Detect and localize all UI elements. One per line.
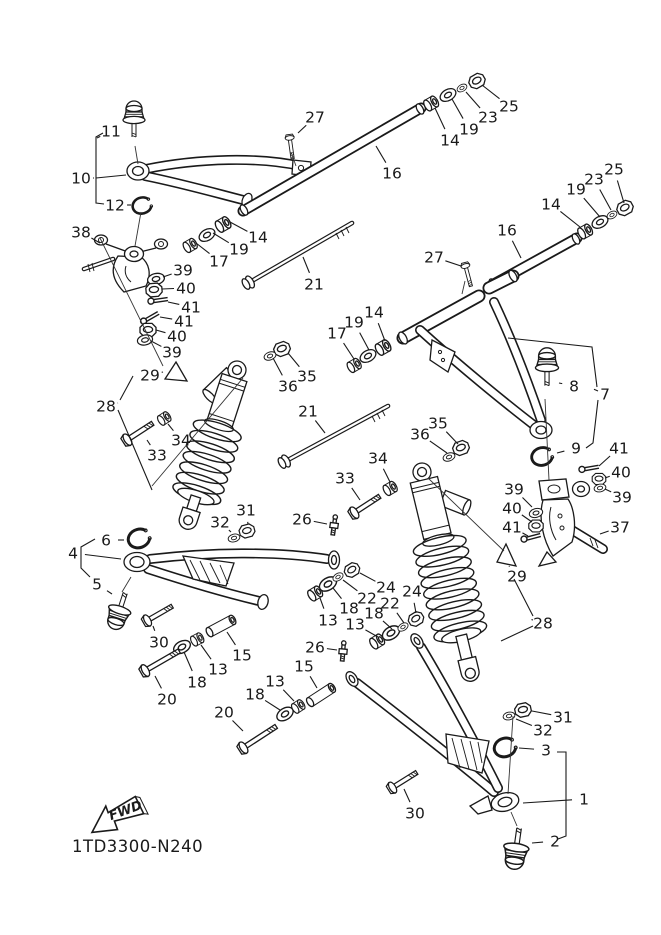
callout-leader-25 (482, 85, 500, 99)
part-callout-21: 21 (298, 402, 318, 421)
callout-leader-14 (378, 323, 385, 341)
callout-leader-19 (452, 99, 463, 119)
part-callout-40: 40 (167, 327, 187, 346)
part-callout-19: 19 (566, 180, 586, 199)
callout-leader-39 (163, 274, 172, 277)
part-callout-13: 13 (318, 611, 338, 630)
callout-leader-33 (147, 440, 150, 445)
callout-leader-18 (333, 588, 342, 599)
part-callouts (68, 98, 632, 851)
part-callout-39: 39 (612, 488, 632, 507)
fwd-arrow-label: FWD (107, 798, 145, 825)
part-callout-28: 28 (96, 397, 116, 416)
part-callout-23: 23 (584, 170, 604, 189)
part-callout-16: 16 (497, 221, 517, 240)
part-callout-9: 9 (571, 439, 581, 458)
part-callout-19: 19 (344, 313, 364, 332)
callout-leader-24 (360, 573, 375, 581)
callout-leader-26 (314, 521, 327, 524)
callout-leader-19 (360, 333, 369, 350)
caution-triangle-left (165, 362, 187, 381)
part-callout-1: 1 (579, 790, 589, 809)
assembly-axis-4 (545, 399, 549, 480)
callout-leader-34 (383, 469, 390, 482)
part-callout-33: 33 (335, 469, 355, 488)
part-callout-17: 17 (327, 324, 347, 343)
part-callout-38: 38 (71, 223, 91, 242)
callout-leader-15 (310, 676, 317, 688)
part-callout-30: 30 (405, 804, 425, 823)
part-callout-29: 29 (507, 567, 527, 586)
part-callout-4: 4 (68, 544, 78, 563)
part-callout-18: 18 (364, 604, 384, 623)
diagram-part-number: 1TD3300-N240 (72, 837, 204, 856)
callout-bracket-6 (120, 376, 133, 400)
callout-bracket-2 (81, 539, 95, 577)
part-callout-26: 26 (292, 510, 312, 529)
callout-leader-32 (516, 719, 532, 725)
part-callout-34: 34 (368, 449, 388, 468)
assembly-axis-lines (100, 146, 549, 826)
callout-leader-31 (532, 711, 551, 715)
callout-leader-22 (343, 580, 357, 591)
assembly-axis-9 (122, 577, 131, 592)
callout-leader-8 (559, 383, 562, 384)
callout-leader-23 (466, 92, 480, 108)
callout-leader-3 (519, 748, 534, 749)
part-callout-2: 2 (550, 832, 560, 851)
part-callout-19: 19 (229, 240, 249, 259)
callout-leader-14 (435, 108, 445, 129)
callout-leader-13 (320, 598, 324, 609)
assembly-axis-10 (511, 812, 517, 826)
part-callout-22: 22 (357, 589, 377, 608)
callout-leader-37 (600, 531, 609, 534)
part-callout-33: 33 (147, 446, 167, 465)
callout-leader-29 (509, 566, 510, 567)
callout-leader-21 (303, 257, 309, 273)
callout-bracket-9 (501, 626, 533, 641)
part-callout-41: 41 (502, 518, 522, 537)
part-callout-6: 6 (101, 531, 111, 550)
callout-leader-39 (522, 497, 532, 507)
callout-leader-18 (265, 700, 280, 710)
part-callout-32: 32 (210, 513, 230, 532)
callout-leader-36 (430, 441, 447, 453)
right-steering-knuckle (539, 479, 603, 566)
callout-leader-41 (168, 302, 179, 304)
callout-leader-16 (376, 146, 386, 163)
part-callout-30: 30 (149, 633, 169, 652)
part-callout-39: 39 (173, 261, 193, 280)
circlip-lower-left (126, 526, 153, 551)
part-callout-13: 13 (345, 615, 365, 634)
callout-leader-2 (532, 842, 543, 843)
bolt-upper-right (460, 261, 475, 287)
part-callout-12: 12 (105, 196, 125, 215)
callout-leader-19 (584, 198, 600, 217)
callout-leader-20 (155, 676, 161, 688)
part-callout-7: 7 (600, 385, 610, 404)
part-callout-22: 22 (380, 594, 400, 613)
circlip-lower-right (492, 735, 519, 759)
part-callout-18: 18 (245, 685, 265, 704)
pivot-bushings-left (182, 215, 233, 253)
part-callout-36: 36 (410, 425, 430, 444)
part-callout-15: 15 (232, 646, 252, 665)
callout-leader-1 (523, 800, 572, 803)
part-callout-5: 5 (92, 575, 102, 594)
callout-leader-19 (213, 233, 229, 243)
part-callout-13: 13 (208, 660, 228, 679)
lower-left-a-arm (124, 551, 340, 611)
tie-rod-left-hardware (422, 71, 487, 112)
part-callout-29: 29 (140, 366, 160, 385)
part-callout-14: 14 (364, 303, 384, 322)
circlip-upper-right (530, 445, 555, 468)
part-callout-24: 24 (402, 582, 422, 601)
part-callout-39: 39 (504, 480, 524, 499)
part-callout-40: 40 (611, 463, 631, 482)
callout-leader-21 (315, 420, 325, 433)
part-callout-37: 37 (610, 518, 630, 537)
part-callout-8: 8 (569, 377, 579, 396)
part-callout-14: 14 (541, 195, 561, 214)
upper-right-a-arm (397, 269, 552, 438)
callout-leader-41 (160, 317, 172, 319)
part-callout-27: 27 (305, 108, 325, 127)
part-callout-3: 3 (541, 741, 551, 760)
part-callout-31: 31 (236, 501, 256, 520)
part-callout-20: 20 (214, 703, 234, 722)
part-callout-25: 25 (499, 97, 519, 116)
part-callout-26: 26 (305, 638, 325, 657)
callout-leader-13 (365, 630, 378, 637)
part-callout-21: 21 (304, 275, 324, 294)
callout-leader-15 (227, 632, 235, 645)
part-callout-25: 25 (604, 160, 624, 179)
part-callout-35: 35 (297, 367, 317, 386)
callout-leader-5 (107, 591, 112, 594)
part-callout-11: 11 (101, 122, 121, 141)
part-callout-23: 23 (478, 108, 498, 127)
ball-joint-lower-right (501, 826, 532, 871)
callout-leader-14 (230, 222, 247, 231)
callout-leader-39 (605, 489, 611, 492)
part-callout-20: 20 (157, 690, 177, 709)
callout-leader-35 (446, 432, 458, 444)
part-callout-28: 28 (533, 614, 553, 633)
part-callout-41: 41 (609, 439, 629, 458)
callout-leader-14 (560, 211, 580, 227)
tie-rod-right-hardware (576, 198, 635, 240)
callout-bracket-5 (557, 752, 566, 839)
ball-joint-lower-left (103, 589, 137, 632)
part-callout-17: 17 (209, 252, 229, 271)
callout-leader-40 (156, 330, 165, 333)
part-callout-34: 34 (171, 431, 191, 450)
callout-leader-22 (397, 613, 404, 623)
part-callout-10: 10 (71, 169, 91, 188)
callout-leader-13 (201, 645, 211, 659)
callout-leader-40 (162, 288, 174, 289)
part-callout-31: 31 (553, 708, 573, 727)
assembly-axis-1 (135, 212, 141, 246)
callout-bracket-0 (96, 133, 104, 204)
part-callout-41: 41 (181, 298, 201, 317)
part-callout-41: 41 (174, 312, 194, 331)
callout-leader-26 (327, 649, 337, 650)
callout-bracket-4 (586, 400, 598, 448)
callout-leader-30 (153, 626, 155, 631)
callout-leader-33 (352, 488, 360, 500)
assembly-axis-0 (135, 146, 138, 164)
callout-leader-18 (184, 652, 192, 671)
bolt-upper-left (285, 134, 297, 160)
callout-leader-4 (85, 554, 121, 559)
part-callout-40: 40 (176, 279, 196, 298)
part-callout-27: 27 (424, 248, 444, 267)
ball-joint-upper-right (535, 348, 558, 386)
callout-leader-20 (232, 720, 243, 731)
part-callout-19: 19 (459, 120, 479, 139)
fwd-arrow (85, 793, 149, 838)
callout-bracket-1 (96, 175, 126, 178)
callout-leader-7 (594, 389, 598, 391)
callout-leader-23 (600, 190, 611, 210)
right-shock-absorber (394, 453, 514, 687)
lower-right-a-arm (344, 632, 521, 815)
callout-leader-16 (512, 241, 521, 258)
callout-leader-35 (288, 353, 299, 367)
part-callout-15: 15 (294, 657, 314, 676)
circlip-upper-left (131, 195, 154, 216)
callout-leader-9 (557, 451, 564, 453)
callout-leader-17 (344, 343, 354, 359)
callout-leader-30 (404, 789, 410, 802)
part-callout-32: 32 (533, 721, 553, 740)
part-callout-35: 35 (428, 414, 448, 433)
callout-leader-34 (168, 424, 173, 431)
part-callout-18: 18 (187, 673, 207, 692)
part-callout-16: 16 (382, 164, 402, 183)
part-callout-14: 14 (440, 131, 460, 150)
assembly-axis-3 (462, 281, 465, 294)
ball-joint-upper-left (123, 101, 145, 137)
callout-leader-25 (617, 181, 624, 203)
callout-leader-13 (283, 690, 294, 701)
part-callout-24: 24 (376, 578, 396, 597)
part-callout-40: 40 (502, 499, 522, 518)
part-callout-18: 18 (339, 599, 359, 618)
part-callout-13: 13 (265, 672, 285, 691)
part-callout-14: 14 (248, 228, 268, 247)
callout-leader-17 (196, 243, 210, 254)
part-callout-36: 36 (278, 377, 298, 396)
part-callout-39: 39 (162, 343, 182, 362)
callout-leader-27 (445, 261, 461, 266)
callout-leader-36 (273, 358, 282, 375)
